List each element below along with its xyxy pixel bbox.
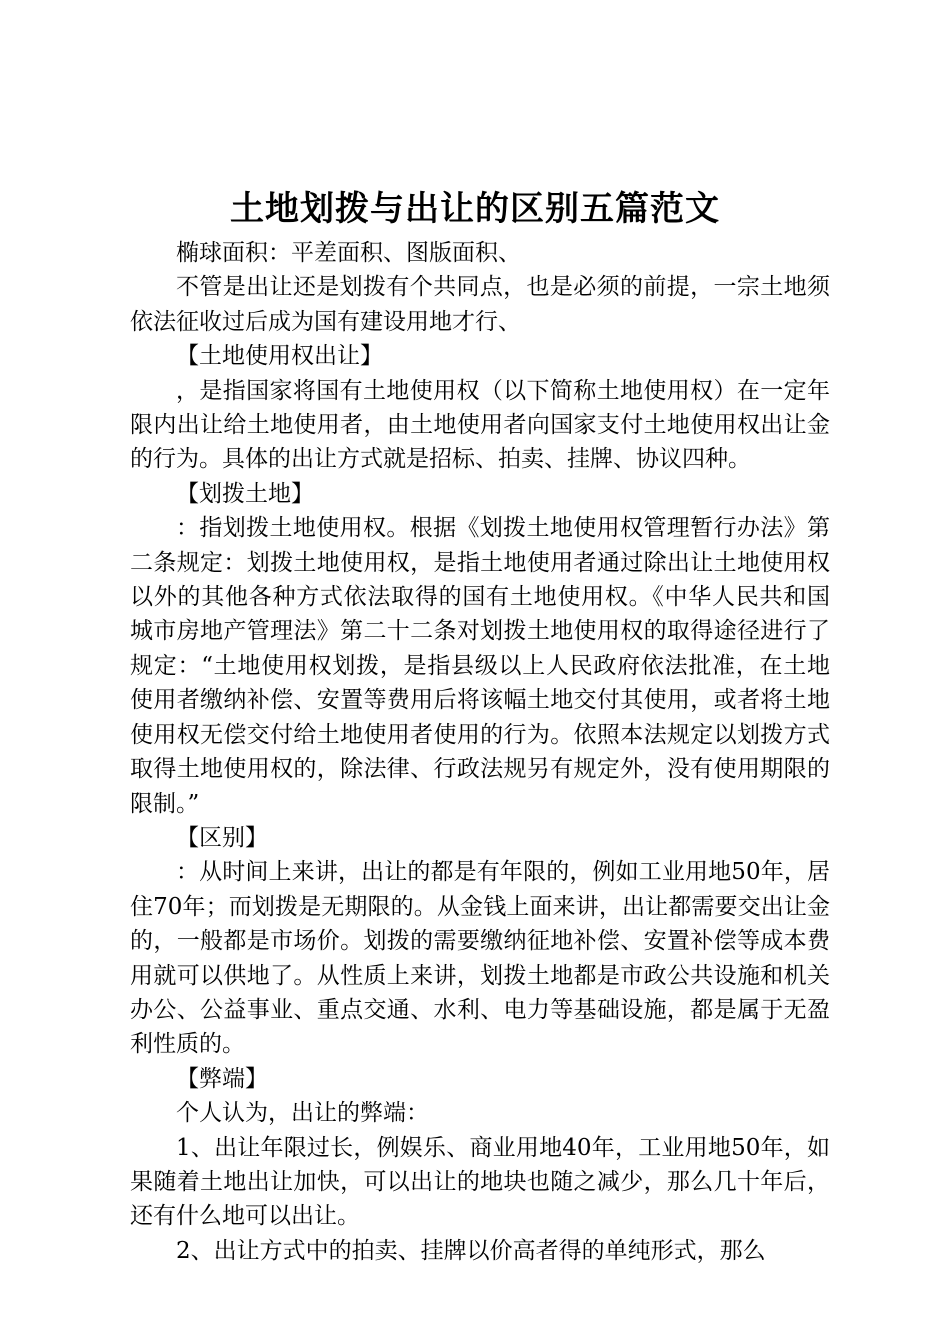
paragraph: 2、出让方式中的拍卖、挂牌以价高者得的单纯形式，那么 [176, 1237, 766, 1264]
section-heading: 【土地使用权出让】 [176, 343, 383, 370]
document-title: 土地划拨与出让的区别五篇范文 [230, 189, 720, 229]
paragraph: ：指划拨土地使用权。根据《划拨土地使用权管理暂行办法》第二条规定：划拨土地使用权，是指土地使用者通过除出让土地使用权以外的其他各种方式依法取得的国有土地使用权。《中华人民共和国城市房地产管理法》第二十二条对划拨土地使用权的取得途径进行了规定：“土地使用权划拨，是指县级以上人民政府依法批准，在土地使用者缴纳补偿、安置等费用后将该幅土地交付其使用，或者将土地使用权无偿交付给土地使用者使用的行为。依照本法规定以划拨方式取得土地使用权的，除法律、行政法规另有规定外，没有使用期限的限制。” [130, 515, 830, 817]
document-body [130, 236, 830, 1268]
paragraph: 不管是出让还是划拨有个共同点，也是必须的前提，一宗土地须依法征收过后成为国有建设用地才行、 [130, 274, 830, 335]
section-heading: 【区别】 [176, 824, 268, 851]
section-heading: 【弊端】 [176, 1065, 268, 1092]
paragraph: ：从时间上来讲，出让的都是有年限的，例如工业用地50年，居住70年；而划拨是无期限的。从金钱上面来讲，出让都需要交出让金的，一般都是市场价。划拨的需要缴纳征地补偿、安置补偿等成本费用就可以供地了。从性质上来讲，划拨土地都是市政公共设施和机关办公、公益事业、重点交通、水利、电力等基础设施，都是属于无盈利性质的。 [130, 859, 830, 1058]
section-heading: 【划拨土地】 [176, 480, 314, 507]
paragraph: 椭球面积：平差面积、图版面积、 [176, 240, 521, 266]
paragraph: 个人认为，出让的弊端： [176, 1100, 429, 1127]
paragraph: ，是指国家将国有土地使用权（以下简称土地使用权）在一定年限内出让给土地使用者，由土地使用者向国家支付土地使用权出让金的行为。具体的出让方式就是招标、拍卖、挂牌、协议四种。 [130, 377, 830, 473]
paragraph: 1、出让年限过长，例娱乐、商业用地40年，工业用地50年，如果随着土地出让加快，可以出让的地块也随之减少，那么几十年后，还有什么地可以出让。 [130, 1134, 830, 1230]
